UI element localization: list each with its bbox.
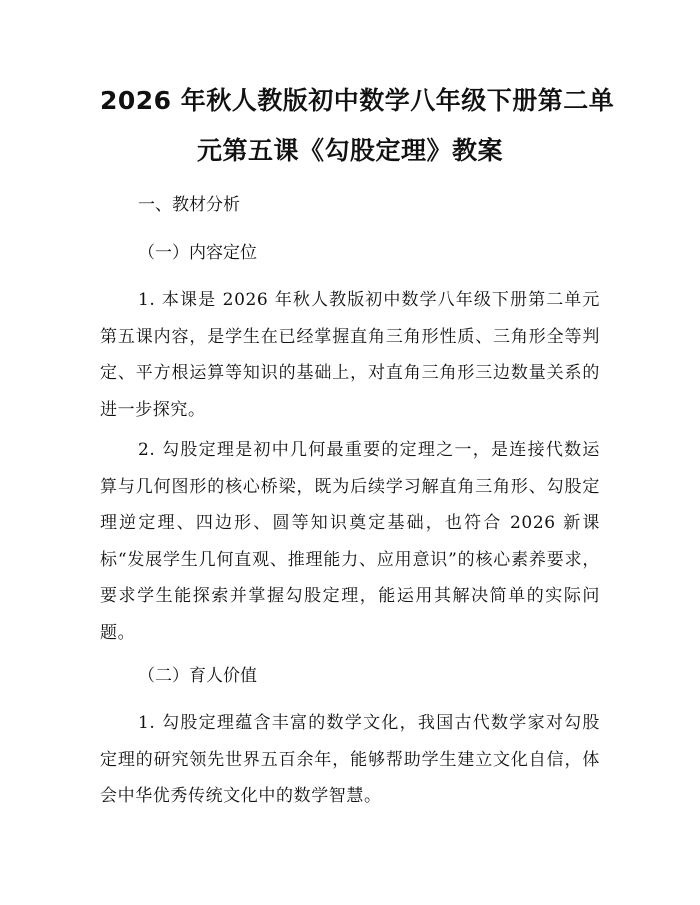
document-title-line-2: 元第五课《勾股定理》教案 xyxy=(196,136,503,165)
subsection-heading-educational-value: （二）育人价值 xyxy=(138,666,257,686)
subsection-heading-content-positioning: （一）内容定位 xyxy=(138,243,257,263)
paragraph-educational-value-1: 1. 勾股定理蕴含丰富的数学文化，我国古代数学家对勾股定理的研究领先世界五百余年，能够帮助学生建立文化自信，体会中华优秀传统文化中的数学智慧。 xyxy=(100,713,600,806)
section-heading-teaching-material-analysis: 一、教材分析 xyxy=(138,195,240,215)
paragraph-content-positioning-1: 1. 本课是 2026 年秋人教版初中数学八年级下册第二单元第五课内容，是学生在已经掌握直角三角形性质、三角形全等判定、平方根运算等知识的基础上，对直角三角形三边数量关系的进一步探究。 xyxy=(100,290,600,420)
document-title-line-1: 2026 年秋人教版初中数学八年级下册第二单 xyxy=(100,86,615,115)
paragraph-content-positioning-2: 2. 勾股定理是初中几何最重要的定理之一，是连接代数运算与几何图形的核心桥梁，既为后续学习解直角三角形、勾股定理逆定理、四边形、圆等知识奠定基础，也符合 2026 新课标“发展学生几何直观、推理能力、应用意识”的核心素养要求，要求学生能探索并掌握勾股定理，能运用其解决简单的实际问题。 xyxy=(100,440,600,643)
